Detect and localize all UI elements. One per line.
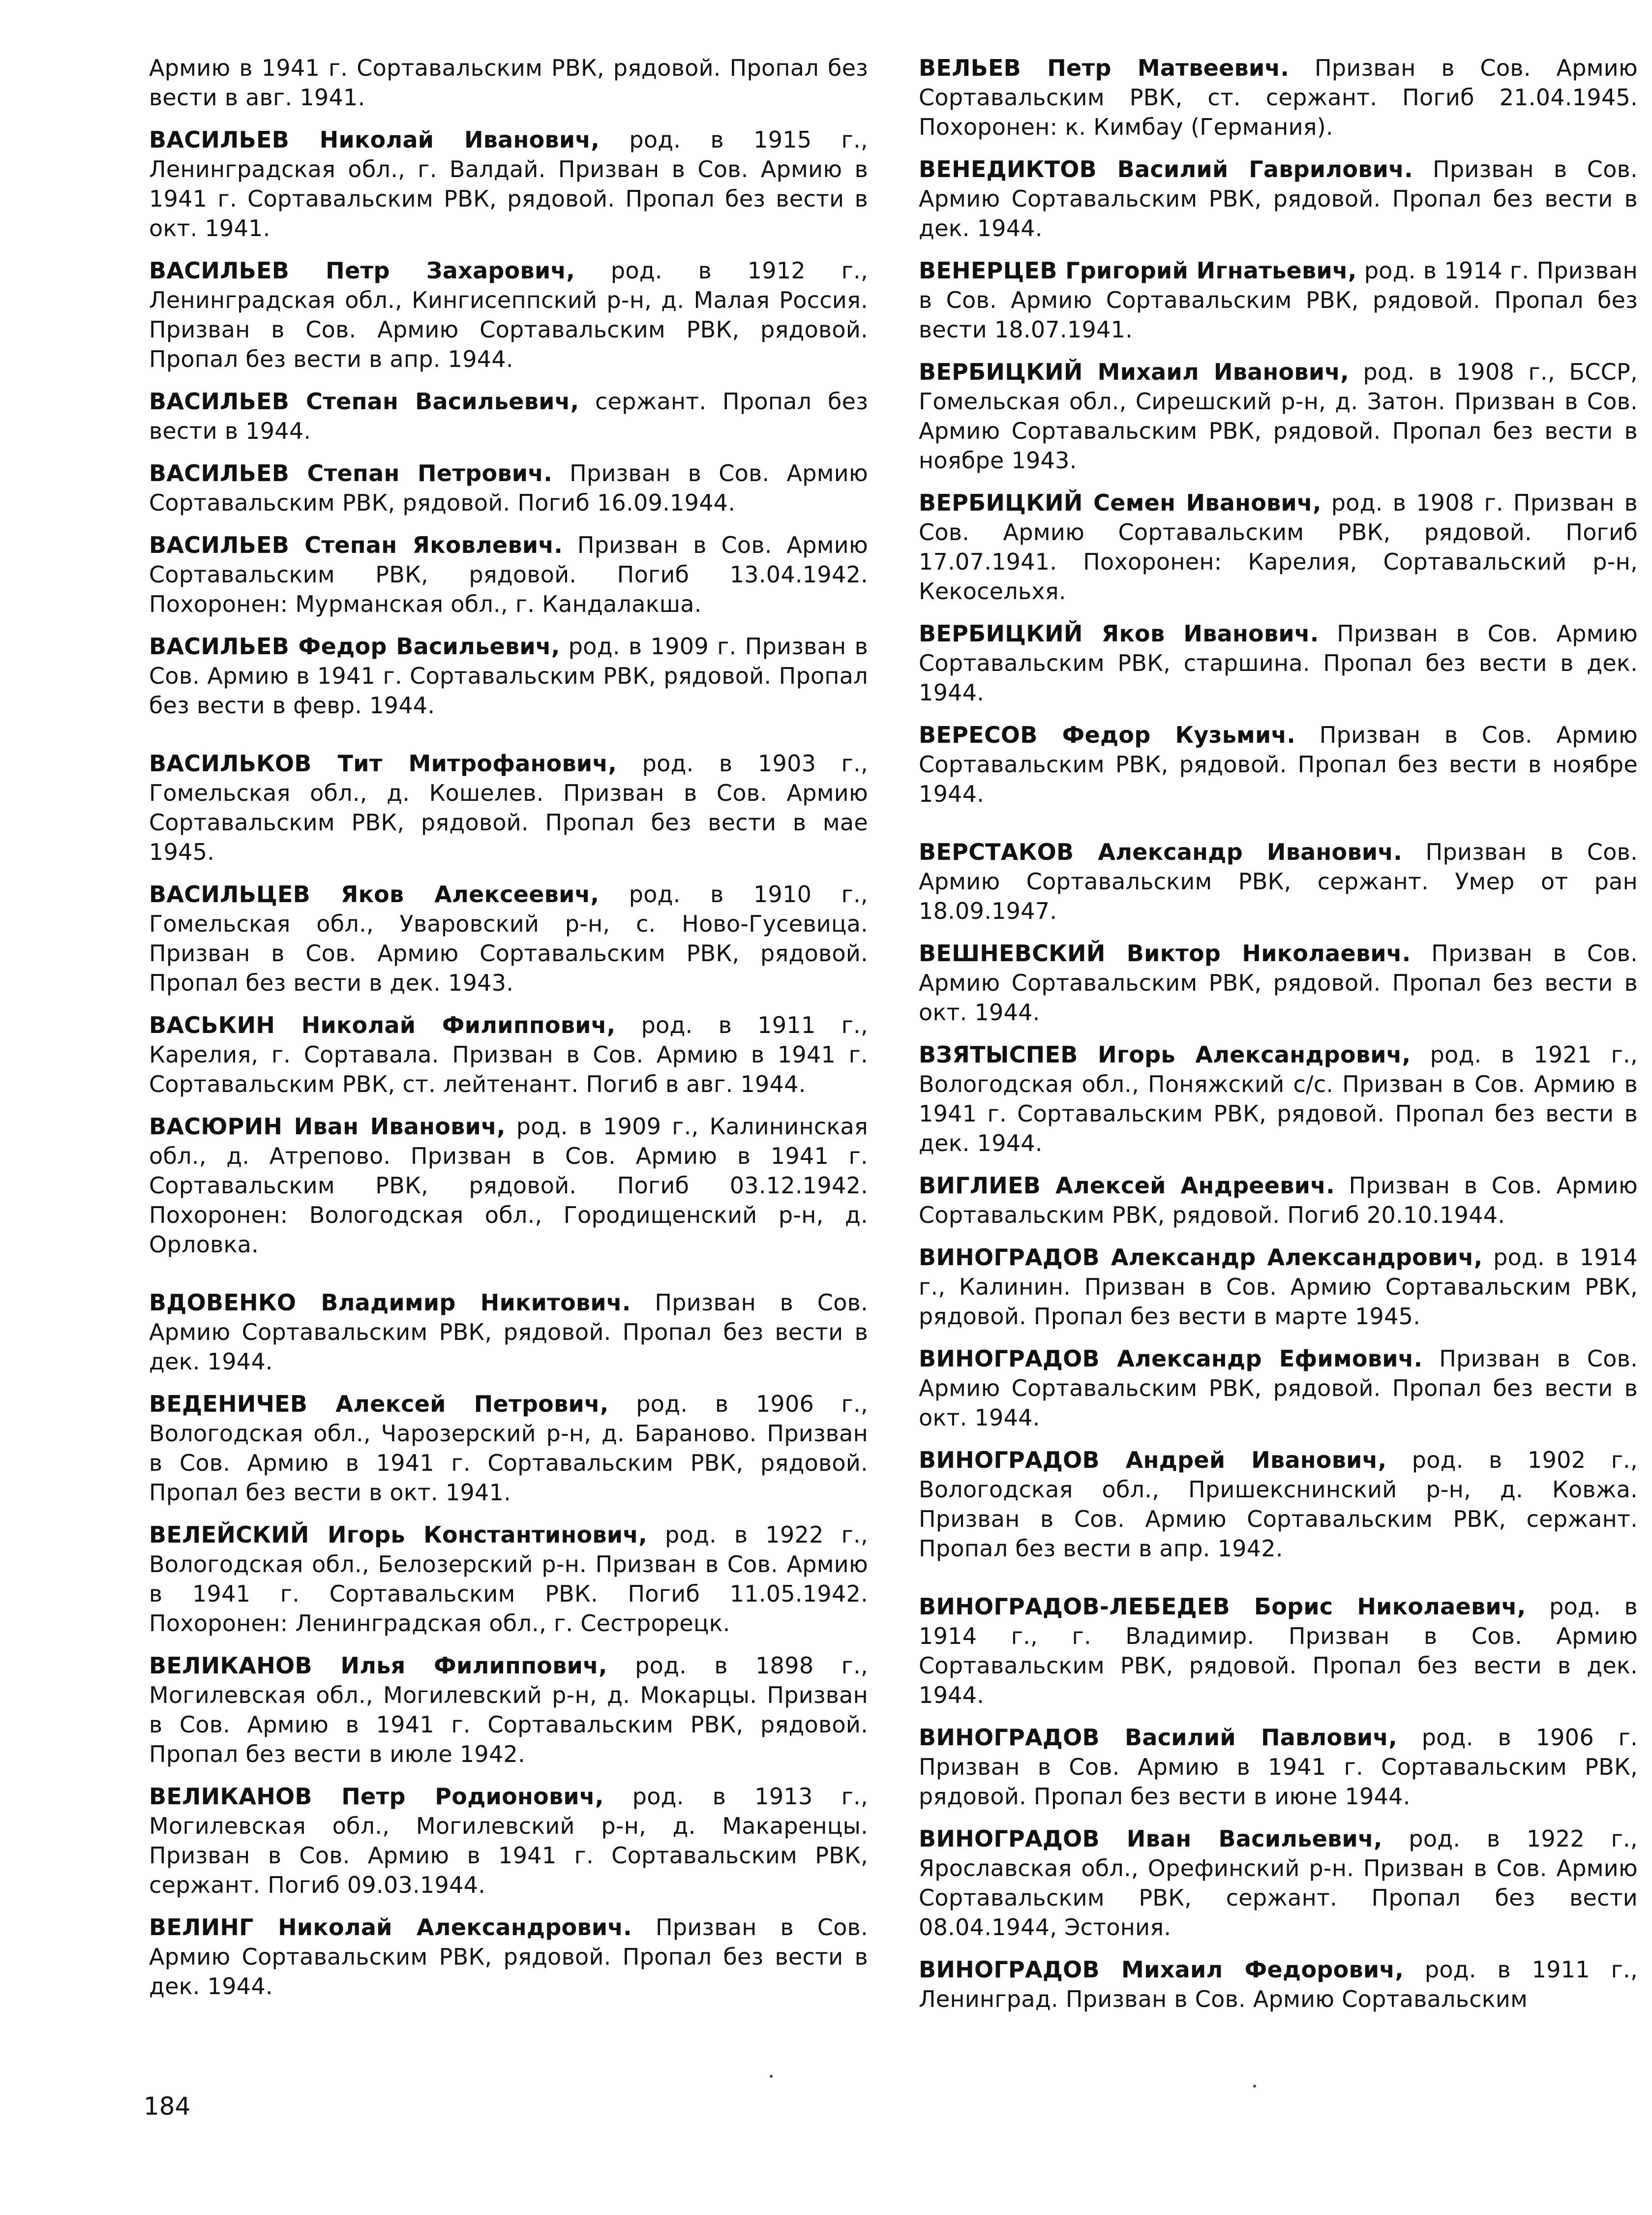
entry-name: ВЗЯТЫСПЕВ Игорь Александрович, — [919, 1041, 1411, 1068]
entry-name: ВИНОГРАДОВ Иван Васильевич, — [919, 1825, 1382, 1852]
entry — [919, 720, 1638, 809]
entry — [149, 1010, 868, 1099]
entry-text: род. в 1922 г., Вологодская обл., Белозерский р-н. Призван в Сов. Армию в 1941 г. Сортавальским РВК. Погиб 11.05.1942. Похоронен: Ленинградская обл., г. Сестрорецк. — [149, 1521, 868, 1637]
entry-text: род. в 1902 г., Вологодская обл., Пришекснинский р-н, д. Ковжа. Призван в Сов. Армию Сортавальским РВК, сержант. Пропал без вести в апр. 1942. — [919, 1447, 1638, 1562]
entry — [149, 632, 868, 720]
entry-name: ВЕЛЬЕВ Петр Матвеевич. — [919, 55, 1290, 81]
entry — [919, 488, 1638, 606]
entry-name: ВЕДЕНИЧЕВ Алексей Петрович, — [149, 1391, 609, 1417]
entry — [919, 256, 1638, 344]
left-column — [149, 53, 868, 2014]
entry-name: ВИГЛИЕВ Алексей Андреевич. — [919, 1172, 1335, 1199]
entry-text: род. в 1908 г., БССР, Гомельская обл., Сирешский р-н, д. Затон. Призван в Сов. Армию Сортавальским РВК, рядовой. Пропал без вести в ноябре 1943. — [919, 359, 1638, 474]
entry-text: Призван в Сов. Армию Сортавальским РВК, рядовой. Пропал без вести в окт. 1944. — [919, 1345, 1638, 1431]
entry — [919, 1824, 1638, 1942]
entry-text: Призван в Сов. Армию Сортавальским РВК, рядовой. Пропал без вести в дек. 1944. — [149, 1914, 868, 2000]
entry — [919, 154, 1638, 243]
entry-text: род. в 1906 г. Призван в Сов. Армию в 1941 г. Сортавальским РВК, рядовой. Пропал без вести в июне 1944. — [919, 1724, 1638, 1810]
entry-name: ВИНОГРАДОВ Андрей Иванович, — [919, 1447, 1387, 1473]
entry — [919, 53, 1638, 142]
entry — [149, 880, 868, 998]
entry — [919, 1344, 1638, 1432]
entry-text: Призван в Сов. Армию Сортавальским РВК, сержант. Умер от ран 18.09.1947. — [919, 839, 1638, 924]
entry-text: род. в 1914 г. Призван в Сов. Армию Сортавальским РВК, рядовой. Пропал без вести 18.07.1941. — [919, 257, 1638, 343]
entry — [149, 749, 868, 867]
entry-name: ВЕШНЕВСКИЙ Виктор Николаевич. — [919, 940, 1411, 967]
entry — [149, 1912, 868, 2001]
entry — [919, 1592, 1638, 1710]
entry — [919, 357, 1638, 475]
entry-text: род. в 1903 г., Гомельская обл., д. Кошелев. Призван в Сов. Армию Сортавальским РВК, рядовой. Пропал без вести в мае 1945. — [149, 750, 868, 865]
entry-name: ВЕЛИКАНОВ Илья Филиппович, — [149, 1652, 607, 1679]
entry-text: род. в 1914 г., Калинин. Призван в Сов. Армию Сортавальским РВК, рядовой. Пропал без вести в марте 1945. — [919, 1244, 1638, 1330]
entry-name: ВДОВЕНКО Владимир Никитович. — [149, 1289, 631, 1316]
entry-name: ВАСИЛЬЕВ Николай Иванович, — [149, 126, 600, 153]
entry-text: Призван в Сов. Армию Сортавальским РВК, старшина. Пропал без вести в дек. 1944. — [919, 620, 1638, 706]
entry-name: ВЕРБИЦКИЙ Семен Иванович, — [919, 489, 1322, 516]
entry-name: ВЕРБИЦКИЙ Михаил Иванович, — [919, 359, 1350, 385]
entry-text: род. в 1913 г., Могилевская обл., Могилевский р-н, д. Макаренцы. Призван в Сов. Армию в 1941 г. Сортавальским РВК, сержант. Погиб 09.03.1944. — [149, 1783, 869, 1898]
entry-text: род. в 1909 г. Призван в Сов. Армию в 1941 г. Сортавальским РВК, рядовой. Пропал без вести в февр. 1944. — [149, 633, 868, 719]
entry-text: Призван в Сов. Армию Сортавальским РВК, рядовой. Пропал без вести в дек. 1944. — [919, 156, 1638, 242]
entry — [149, 1520, 868, 1638]
entry-name: ВАСЬКИН Николай Филиппович, — [149, 1012, 616, 1038]
entry-name: ВЕЛЕЙСКИЙ Игорь Константинович, — [149, 1521, 648, 1548]
page-number: 184 — [144, 2092, 191, 2121]
entry-name: ВЕРСТАКОВ Александр Иванович. — [919, 839, 1403, 865]
entry-name: ВАСИЛЬЕВ Степан Васильевич, — [149, 388, 579, 415]
entry-text: род. в 1910 г., Гомельская обл., Уваровский р-н, с. Ново-Гусевица. Призван в Сов. Армию Сортавальским РВК, рядовой. Пропал без вести в дек. 1943. — [149, 881, 868, 996]
entry-name: ВАСЮРИН Иван Иванович, — [149, 1113, 506, 1140]
entry — [149, 1288, 868, 1376]
entry-text: Призван в Сов. Армию Сортавальским РВК, ст. сержант. Погиб 21.04.1945. Похоронен: к. Кимбау (Германия). — [919, 55, 1638, 140]
entry-text: род. в 1921 г., Вологодская обл., Поняжский с/с. Призван в Сов. Армию в 1941 г. Сортавальским РВК, рядовой. Пропал без вести в дек. 1944. — [919, 1041, 1638, 1156]
entry-name: ВЕНЕРЦЕВ Григорий Игнатьевич, — [919, 257, 1357, 284]
entry — [919, 1955, 1638, 2014]
entry-name: ВЕРБИЦКИЙ Яков Иванович. — [919, 620, 1319, 647]
entry-text: Призван в Сов. Армию Сортавальским РВК, рядовой. Погиб 20.10.1944. — [919, 1172, 1638, 1228]
entry — [149, 1651, 868, 1769]
entry — [149, 458, 868, 517]
entry — [149, 256, 868, 374]
entry-text: сержант. Пропал без вести в 1944. — [149, 388, 869, 444]
entry-text: Призван в Сов. Армию Сортавальским РВК, рядовой. Пропал без вести в ноябре 1944. — [919, 722, 1638, 807]
entry-name: ВЕЛИКАНОВ Петр Родионович, — [149, 1783, 604, 1810]
entry-text: Призван в Сов. Армию Сортавальским РВК, рядовой. Погиб 16.09.1944. — [149, 460, 868, 516]
entry-name: ВАСИЛЬКОВ Тит Митрофанович, — [149, 750, 617, 777]
entry-name: ВЕРЕСОВ Федор Кузьмич. — [919, 722, 1296, 748]
entry-name: ВАСИЛЬЕВ Степан Петрович. — [149, 460, 552, 486]
entry-text: род. в 1915 г., Ленинградская обл., г. Валдай. Призван в Сов. Армию в 1941 г. Сортавальским РВК, рядовой. Пропал без вести в окт. 1941. — [149, 126, 868, 242]
entry-text: род. в 1914 г., г. Владимир. Призван в Сов. Армию Сортавальским РВК, рядовой. Пропал без вести в дек. 1944. — [919, 1593, 1638, 1708]
entry — [149, 1782, 868, 1900]
entry-text: род. в 1911 г., Карелия, г. Сортавала. Призван в Сов. Армию в 1941 г. Сортавальским РВК, ст. лейтенант. Погиб в авг. 1944. — [149, 1012, 869, 1097]
entry-text: Призван в Сов. Армию Сортавальским РВК, рядовой. Пропал без вести в дек. 1944. — [149, 1289, 868, 1375]
entry-name: ВЕНЕДИКТОВ Василий Гаврилович. — [919, 156, 1413, 182]
entry — [919, 1243, 1638, 1331]
entry — [919, 1445, 1638, 1563]
entry — [149, 53, 868, 112]
entry-name: ВИНОГРАДОВ Михаил Федорович, — [919, 1956, 1404, 1983]
entry-name: ВАСИЛЬЕВ Федор Васильевич, — [149, 633, 560, 660]
entry-name: ВИНОГРАДОВ Василий Павлович, — [919, 1724, 1398, 1751]
print-speck — [1253, 2085, 1256, 2088]
entry-name: ВАСИЛЬЕВ Петр Захарович, — [149, 257, 575, 284]
entry-text: род. в 1908 г. Призван в Сов. Армию Сортавальским РВК, рядовой. Погиб 17.07.1941. Похоронен: Карелия, Сортавальский р-н, Кекосельхя. — [919, 489, 1638, 605]
entry — [149, 125, 868, 243]
entry-text: род. в 1911 г., Ленинград. Призван в Сов. Армию Сортавальским — [919, 1956, 1638, 2012]
entry-text: род. в 1922 г., Ярославская обл., Орефинский р-н. Призван в Сов. Армию Сортавальским РВК, сержант. Пропал без вести 08.04.1944, Эстония. — [919, 1825, 1638, 1941]
entry-text: род. в 1906 г., Вологодская обл., Чарозерский р-н, д. Бараново. Призван в Сов. Армию в 1941 г. Сортавальским РВК, рядовой. Пропал без вести в окт. 1941. — [149, 1391, 868, 1506]
entry — [149, 1389, 868, 1507]
entry — [919, 1723, 1638, 1811]
entry-text: род. в 1909 г., Калининская обл., д. Атрепово. Призван в Сов. Армию в 1941 г. Сортавальским РВК, рядовой. Погиб 03.12.1942. Похоронен: Вологодская обл., Городищенский р-н, д. Орловка. — [149, 1113, 868, 1258]
entry — [149, 387, 868, 446]
entry-text: Призван в Сов. Армию Сортавальским РВК, рядовой. Пропал без вести в окт. 1944. — [919, 940, 1638, 1026]
entry — [149, 530, 868, 619]
entry — [919, 939, 1638, 1027]
print-speck — [770, 2075, 773, 2078]
entry-text: Призван в Сов. Армию Сортавальским РВК, рядовой. Погиб 13.04.1942. Похоронен: Мурманская обл., г. Кандалакша. — [149, 532, 868, 617]
entry-name: ВИНОГРАДОВ Александр Ефимович. — [919, 1345, 1423, 1372]
entry-name: ВИНОГРАДОВ Александр Александрович, — [919, 1244, 1483, 1271]
entry-text: род. в 1898 г., Могилевская обл., Могилевский р-н, д. Мокарцы. Призван в Сов. Армию в 1941 г. Сортавальским РВК, рядовой. Пропал без вести в июле 1942. — [149, 1652, 869, 1767]
right-column — [919, 53, 1638, 2027]
entry — [919, 1040, 1638, 1158]
entry-text: Армию в 1941 г. Сортавальским РВК, рядовой. Пропал без вести в авг. 1941. — [149, 55, 868, 111]
entry — [919, 619, 1638, 707]
entry-name: ВАСИЛЬЦЕВ Яков Алексеевич, — [149, 881, 600, 908]
entry — [919, 1171, 1638, 1230]
entry-text: род. в 1912 г., Ленинградская обл., Кингисеппский р-н, д. Малая Россия. Призван в Сов. Армию Сортавальским РВК, рядовой. Пропал без вести в апр. 1944. — [149, 257, 869, 372]
entry-name: ВИНОГРАДОВ-ЛЕБЕДЕВ Борис Николаевич, — [919, 1593, 1526, 1620]
entry — [149, 1112, 868, 1259]
entry — [919, 837, 1638, 926]
entry-name: ВАСИЛЬЕВ Степан Яковлевич. — [149, 532, 563, 558]
entry-name: ВЕЛИНГ Николай Александрович. — [149, 1914, 632, 1941]
